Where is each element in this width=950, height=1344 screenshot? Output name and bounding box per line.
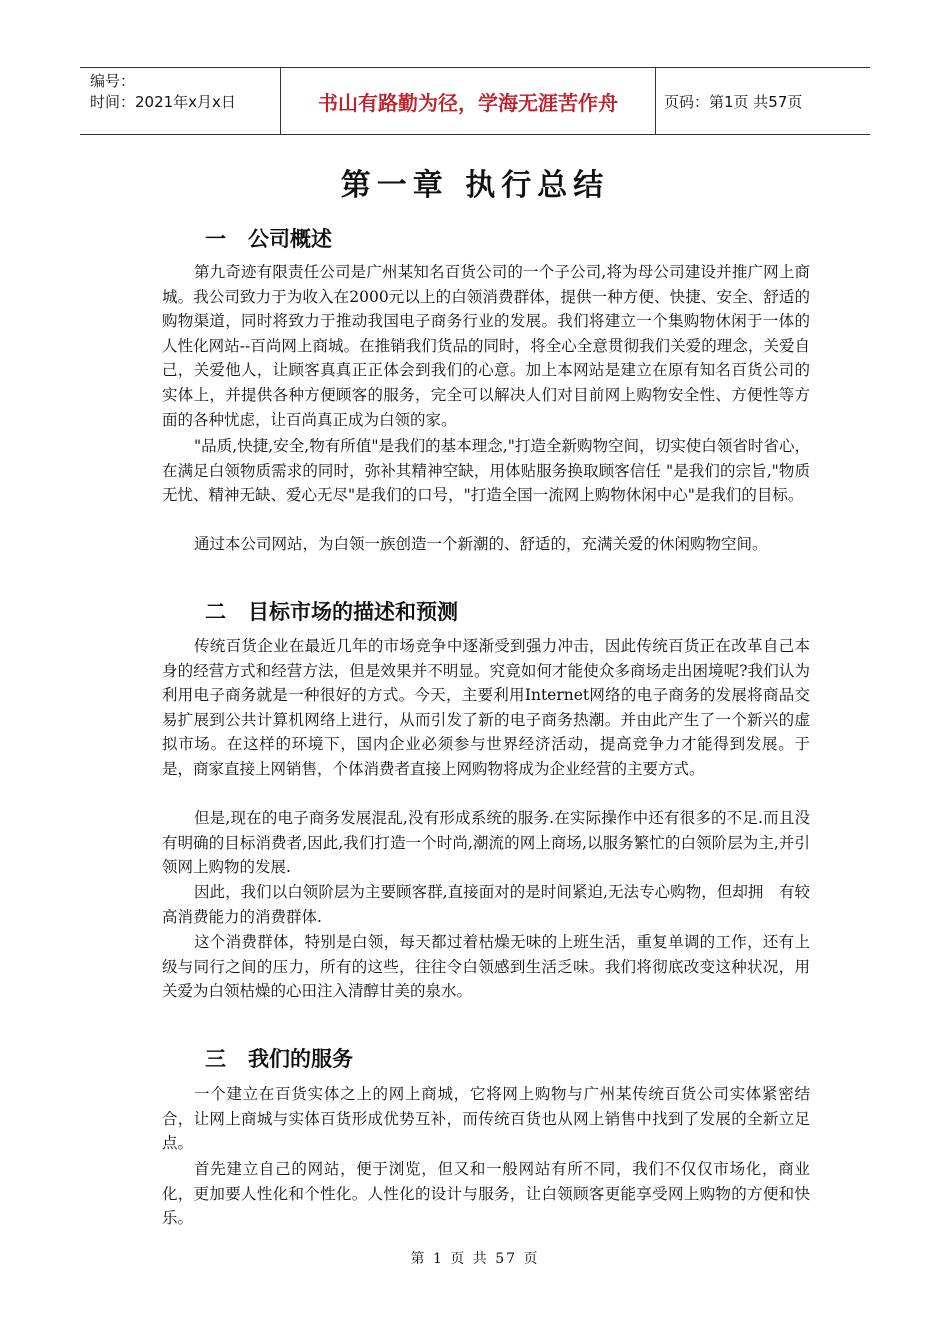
paragraph: 通过本公司网站，为白领一族创造一个新潮的、舒适的，充满关爱的休闲购物空间。 bbox=[194, 535, 768, 553]
document-header bbox=[80, 67, 870, 135]
header-page-number: 页码：第1页 共57页 bbox=[664, 92, 803, 111]
paragraph: 一个建立在百货实体之上的网上商城，它将网上购物与广州某传统百货公司实体紧密结合，让网上商城与实体百货形成优势互补，而传统百货也从网上销售中找到了发展的全新立足点。 bbox=[162, 1085, 810, 1153]
paragraph: 首先建立自己的网站，便于浏览，但又和一般网站有所不同，我们不仅仅市场化，商业化，更加要人性化和个性化。人性化的设计与服务，让白领顾客更能享受网上购物的方便和快乐。 bbox=[162, 1160, 810, 1228]
header-date: 时间：2021年x月x日 bbox=[90, 93, 236, 111]
paragraph: "品质,快捷,安全,物有所值"是我们的基本理念,"打造全新购物空间，切实使白领省时省心，在满足白领物质需求的同时，弥补其精神空缺，用体贴服务换取顾客信任 "是我们的宗旨,"物质无忧、精神无缺、爱心无尽"是我们的口号，"打造全国一流网上购物休闲中心"是我们的目标。 bbox=[162, 437, 810, 505]
paragraph: 因此，我们以白领阶层为主要顾客群,直接面对的是时间紧迫,无法专心购物，但却拥 有较高消费能力的消费群体. bbox=[162, 883, 810, 926]
section-title: 我们的服务 bbox=[248, 1047, 353, 1071]
section-title: 目标市场的描述和预测 bbox=[248, 600, 458, 624]
section-heading-2 bbox=[205, 596, 458, 626]
section-number: 三 bbox=[205, 1047, 226, 1071]
chapter-title: 第一章 执行总结 bbox=[340, 168, 610, 203]
paragraph: 第九奇迹有限责任公司是广州某知名百货公司的一个子公司,将为母公司建设并推广网上商城。我公司致力于为收入在2000元以上的白领消费群体，提供一种方便、快捷、安全、舒适的购物渠道，同时将致力于推动我国电子商务行业的发展。我们将建立一个集购物休闲于一体的人性化网站--百尚网上商城。在推销我们货品的同时，将全心全意贯彻我们关爱的理念，关爱自己，关爱他人，让顾客真真正正体会到我们的心意。加上本网站是建立在原有知名百货公司的实体上，并提供各种方便顾客的服务，完全可以解决人们对目前网上购物安全性、方便性等方面的各种忧虑，让百尚真正成为白领的家。 bbox=[162, 263, 810, 429]
header-meta bbox=[80, 68, 281, 134]
paragraph: 但是,现在的电子商务发展混乱,没有形成系统的服务.在实际操作中还有很多的不足.而且没有明确的目标消费者,因此,我们打造一个时尚,潮流的网上商场,以服务繁忙的白领阶层为主,并引领网上购物的发展. bbox=[162, 809, 810, 877]
paragraph: 传统百货企业在最近几年的市场竞争中逐渐受到强力冲击，因此传统百货正在改革自己本身的经营方式和经营方法，但是效果并不明显。究竟如何才能使众多商场走出困境呢?我们认为利用电子商务就是一种很好的方式。今天，主要利用Internet网络的电子商务的发展将商品交易扩展到公共计算机网络上进行，从而引发了新的电子商务热潮。并由此产生了一个新兴的虚拟市场。在这样的环境下，国内企业必须参与世界经济活动，提高竞争力才能得到发展。于是，商家直接上网销售，个体消费者直接上网购物将成为企业经营的主要方式。 bbox=[162, 637, 810, 778]
paragraph: 这个消费群体，特别是白领，每天都过着枯燥无味的上班生活，重复单调的工作，还有上级与同行之间的压力，所有的这些，往往令白领感到生活乏味。我们将彻底改变这种状况，用关爱为白领枯燥的心田注入清醇甘美的泉水。 bbox=[162, 933, 810, 1001]
header-number: 编号： bbox=[90, 72, 136, 90]
header-motto: 书山有路勤为径，学海无涯苦作舟 bbox=[281, 68, 656, 134]
section-number: 一 bbox=[205, 227, 226, 251]
section-heading-3 bbox=[205, 1043, 353, 1073]
section-number: 二 bbox=[205, 600, 226, 624]
page-footer: 第 1 页 共 57 页 bbox=[410, 1251, 540, 1267]
section-title: 公司概述 bbox=[248, 227, 332, 251]
section-heading-1 bbox=[205, 223, 332, 253]
